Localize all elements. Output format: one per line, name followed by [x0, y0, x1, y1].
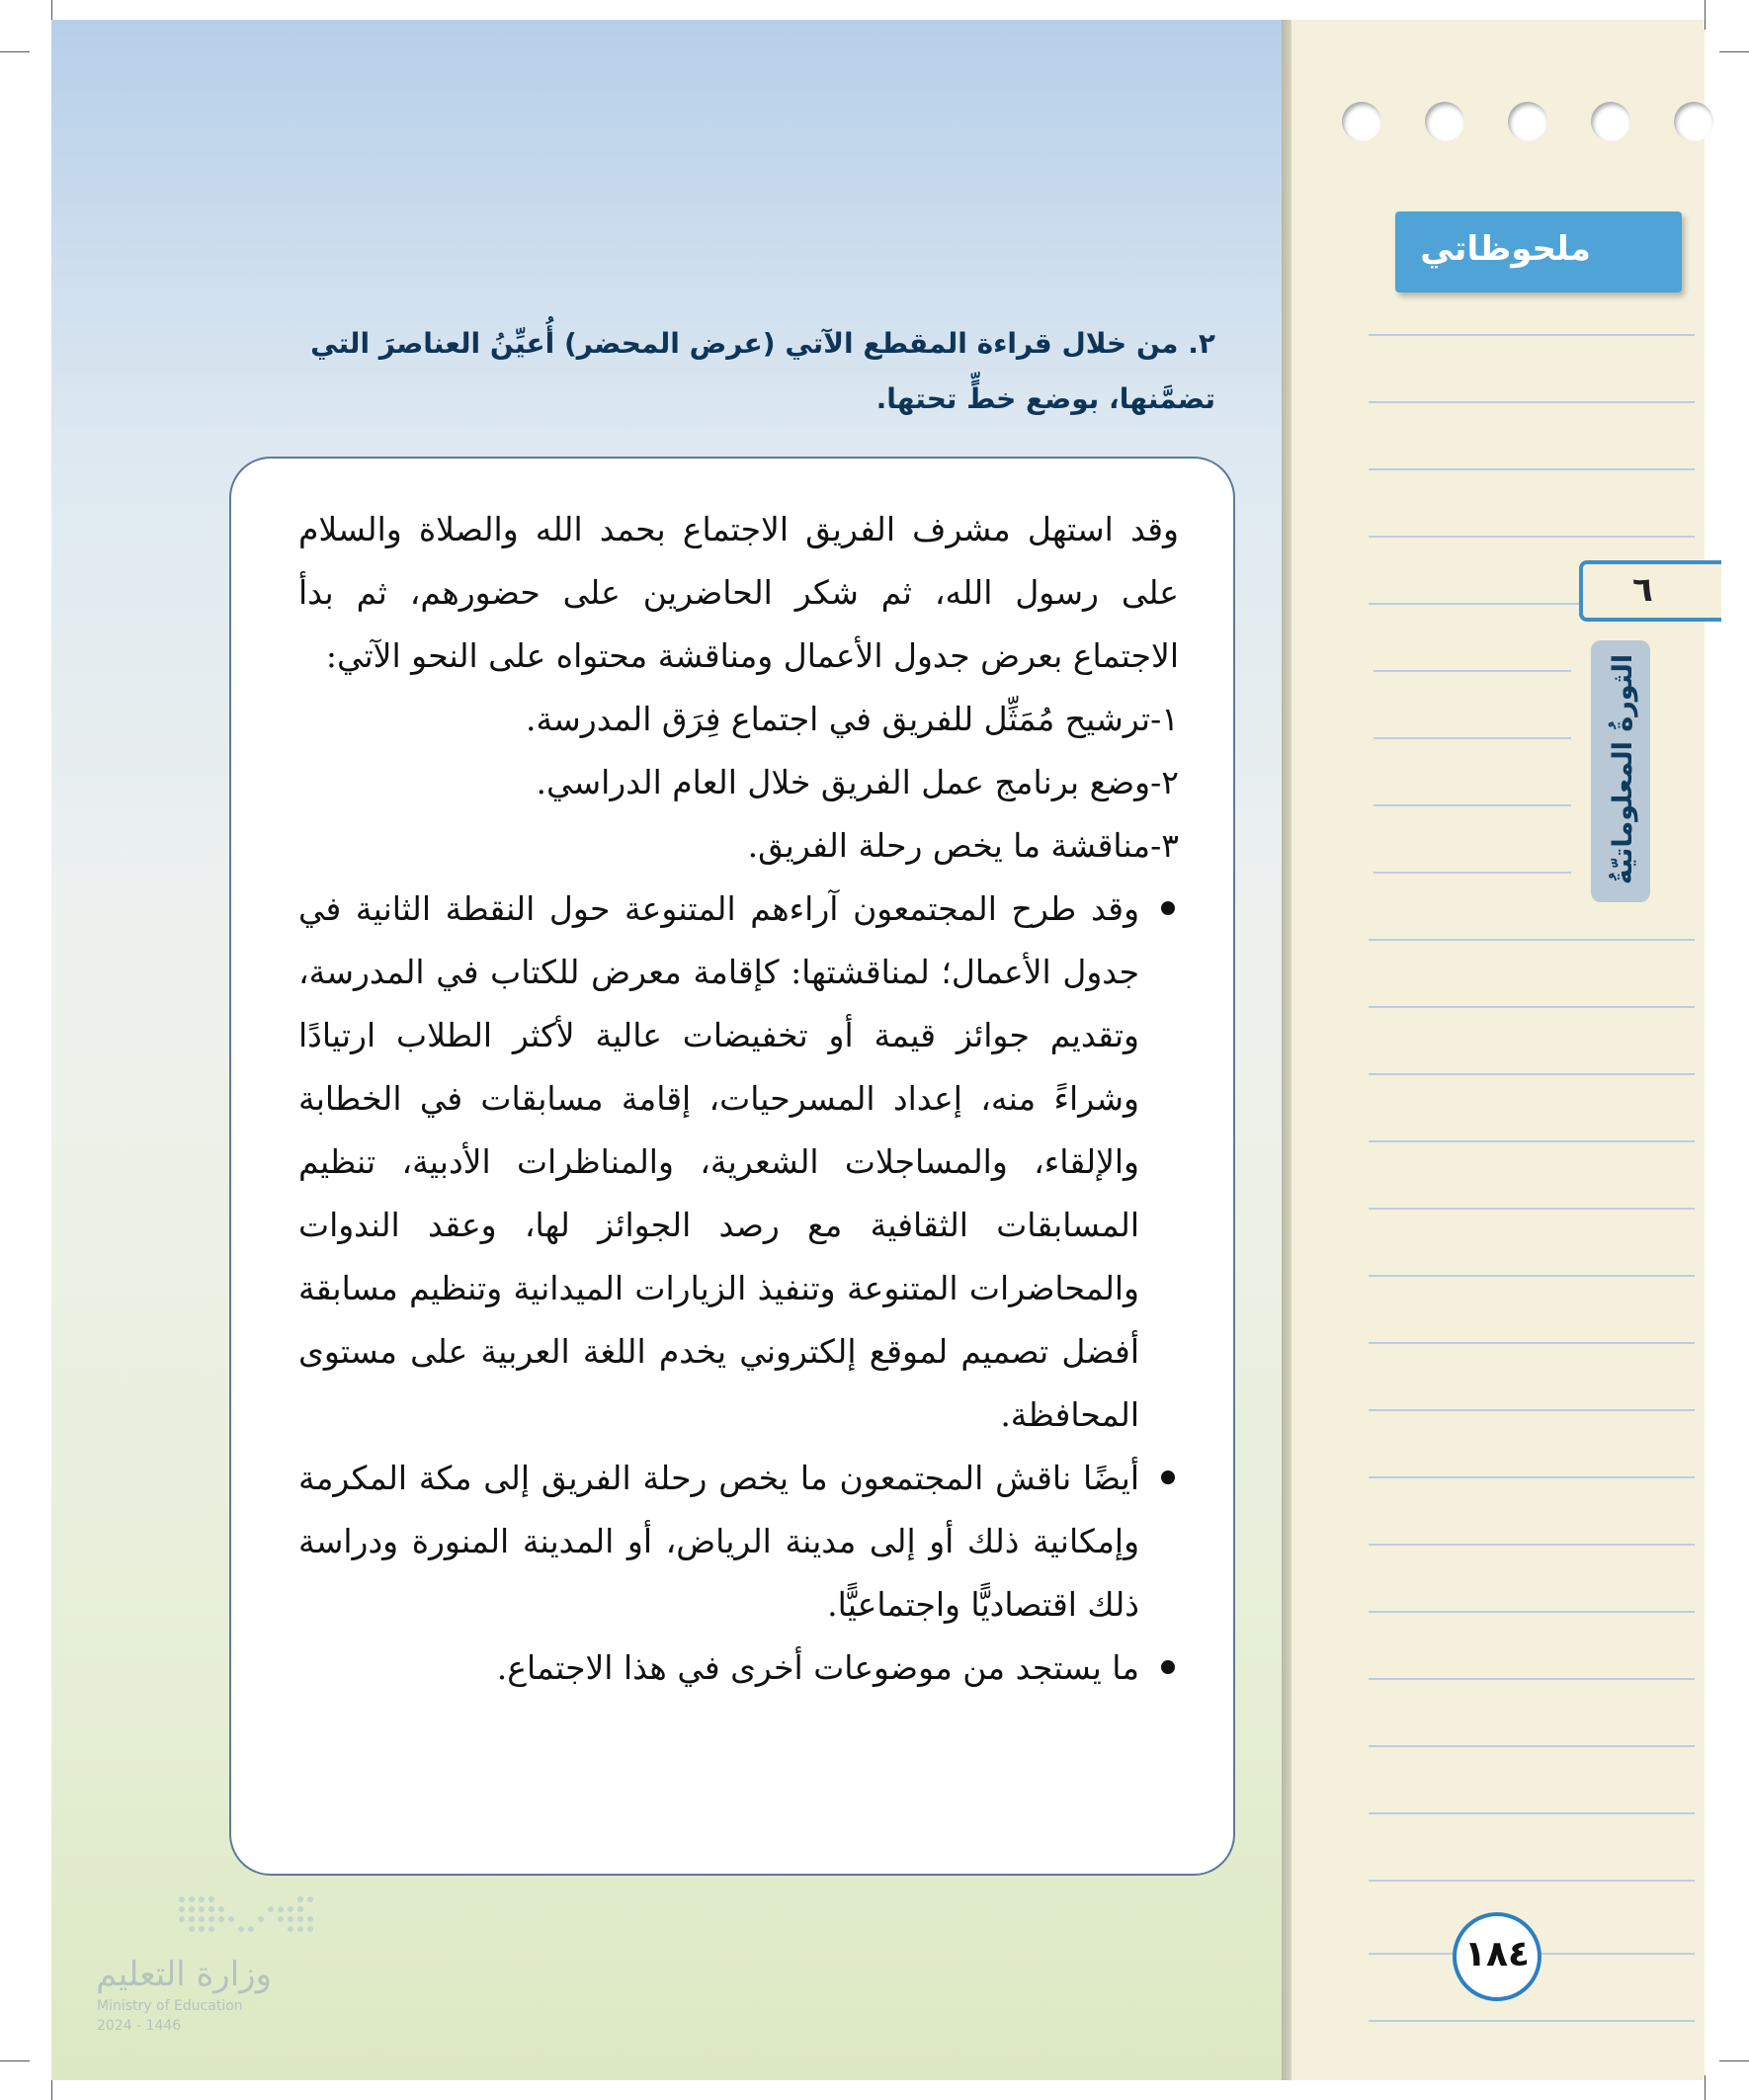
unit-number: ٦	[1632, 570, 1653, 610]
crop-mark	[1719, 51, 1749, 52]
crop-mark	[1705, 0, 1706, 30]
bullet-paragraph: وقد طرح المجتمعون آراءهم المتنوعة حول النقطة الثانية في جدول الأعمال؛ لمناقشتها: كإقامة معرض للكتاب في المدرسة، وتقديم جوائز قيمة أو تخفيضات عالية لأكثر الطلاب ارتيادًا وشراءً منه، إعداد المسرحيات، إقامة مسابقات في الخطابة والإلقاء، والمساجلات الشعرية، والمناظرات الأدبية، تنظيم المسابقات الثقافية مع رصد الجوائز لها، وعقد الندوات والمحاضرات المتنوعة وتنفيذ الزيارات الميدانية وتنظيم مسابقة أفضل تصميم لموقع إلكتروني يخدم اللغة العربية على مستوى المحافظة.	[298, 878, 1179, 1447]
ruled-line	[1369, 1476, 1695, 1478]
ruled-line	[1369, 939, 1695, 941]
ministry-name-en: Ministry of Education	[97, 1998, 243, 2014]
ruled-line	[1369, 334, 1695, 336]
ruled-line	[1374, 737, 1571, 739]
agenda-item: ٣-مناقشة ما يخص رحلة الفريق.	[747, 826, 1179, 865]
binder-hole	[1591, 102, 1630, 141]
ruled-line	[1369, 1140, 1695, 1142]
ruled-line	[1369, 1073, 1695, 1075]
ruled-line	[1374, 670, 1571, 672]
notes-title: ملحوظاتي	[1420, 229, 1591, 269]
ruled-line	[1369, 1208, 1695, 1210]
ruled-line	[1369, 1812, 1695, 1814]
crop-mark	[1719, 2060, 1749, 2061]
page-number-badge	[1453, 1912, 1541, 2001]
notes-title-tab	[1395, 211, 1682, 293]
question-prompt: ٢. من خلال قراءة المقطع الآتي (عرض المحضر) أُعيِّنُ العناصرَ التي تضمَّنها، بوضع خطٍّ تحتها.	[310, 327, 1215, 415]
edition-year: 2024 - 1446	[97, 2018, 182, 2034]
crop-mark	[1705, 2075, 1706, 2100]
unit-number-box	[1579, 560, 1721, 622]
passage-box	[229, 457, 1235, 1876]
crop-mark	[0, 2060, 30, 2061]
binder-hole	[1342, 102, 1381, 141]
ruled-line	[1369, 1880, 1695, 1882]
unit-title-tab	[1591, 640, 1650, 902]
ruled-line	[1369, 468, 1695, 470]
bullet-paragraph: ما يستجد من موضوعات أخرى في هذا الاجتماع.	[298, 1637, 1179, 1700]
binder-hole	[1425, 102, 1464, 141]
ruled-line	[1369, 1678, 1695, 1680]
notes-sidebar	[1291, 20, 1705, 2080]
agenda-item: ٢-وضع برنامج عمل الفريق خلال العام الدراسي.	[536, 763, 1179, 801]
ruled-line	[1369, 1409, 1695, 1411]
agenda-item: ١-ترشيح مُمَثِّل للفريق في اجتماع فِرَق المدرسة.	[525, 700, 1179, 738]
ruled-line	[1374, 872, 1571, 874]
ruled-line	[1369, 401, 1695, 403]
bullet-paragraph: أيضًا ناقش المجتمعون ما يخص رحلة الفريق إلى مكة المكرمة وإمكانية ذلك أو إلى مدينة الرياض، أو المدينة المنورة ودراسة ذلك اقتصاديًّا واجتماعيًّا.	[298, 1447, 1179, 1637]
binder-hole	[1508, 102, 1547, 141]
ruled-line	[1369, 2020, 1695, 2022]
ministry-name-ar: وزارة التعليم	[96, 1955, 272, 1994]
ruled-line	[1369, 1745, 1695, 1747]
binder-hole	[1674, 102, 1713, 141]
unit-title: الثورةُ المعلوماتيّةُ	[1608, 653, 1638, 885]
ruled-line	[1369, 1275, 1695, 1277]
page-number: ١٨٤	[1464, 1934, 1530, 1974]
ruled-line	[1369, 536, 1695, 538]
ruled-line	[1369, 1611, 1695, 1613]
ruled-line	[1369, 1544, 1695, 1546]
crop-mark	[0, 51, 30, 52]
passage-intro: وقد استهل مشرف الفريق الاجتماع بحمد الله والصلاة والسلام على رسول الله، ثم شكر الحاضرين على حضورهم، ثم بدأ الاجتماع بعرض جدول الأعمال ومناقشة محتواه على النحو الآتي:	[298, 510, 1179, 675]
passage-text	[298, 498, 1179, 1700]
ruled-line	[1369, 1006, 1695, 1008]
ministry-logo-icon	[176, 1893, 324, 1941]
ruled-line	[1374, 804, 1571, 806]
ruled-line	[1369, 1342, 1695, 1344]
